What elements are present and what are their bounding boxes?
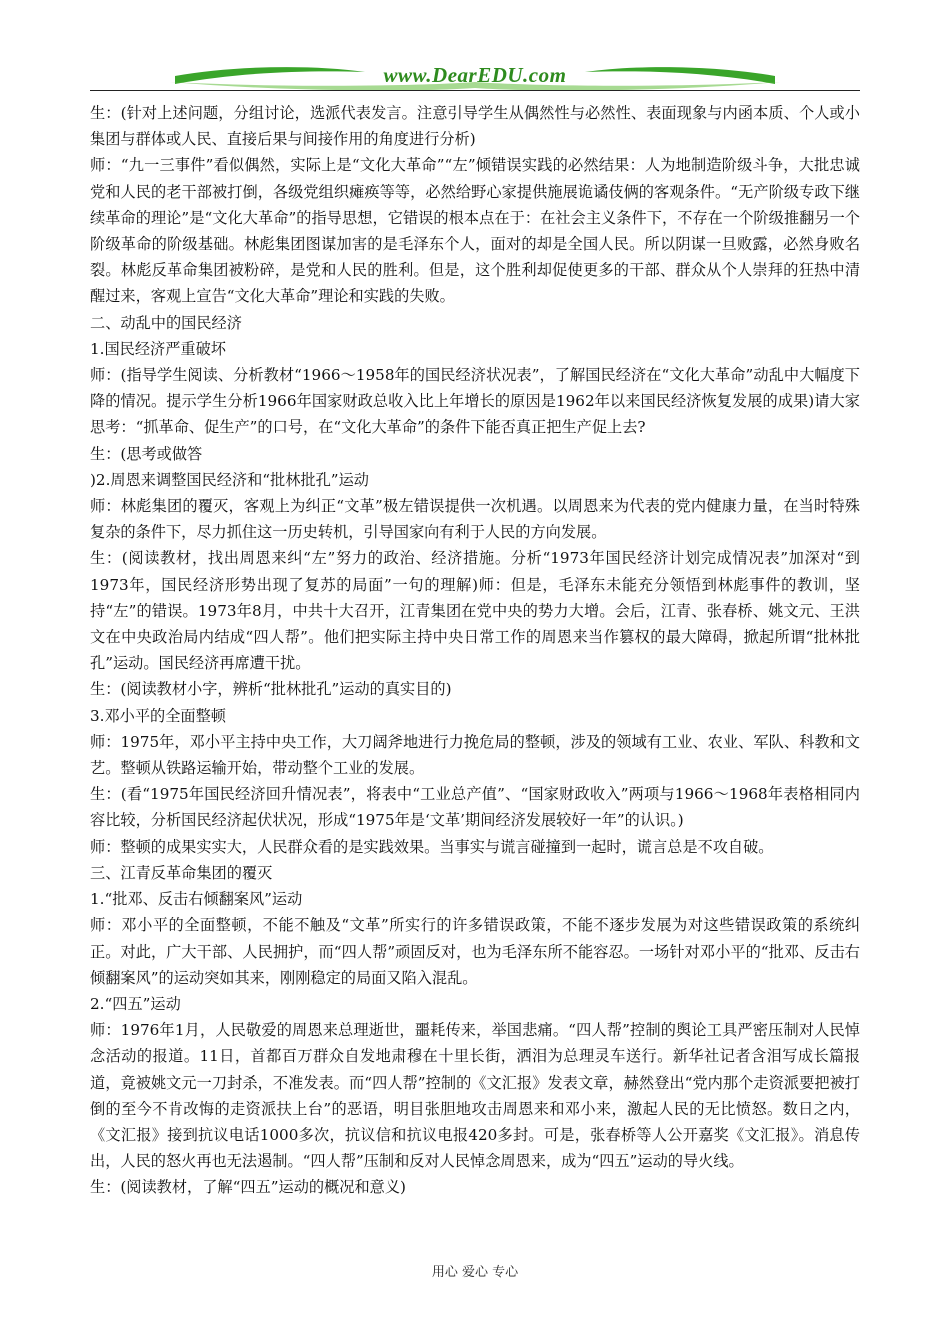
paragraph: 师：林彪集团的覆灭，客观上为纠正“文革”极左错误提供一次机遇。以周恩来为代表的党内健康力量，在当时特殊复杂的条件下，尽力抓住这一历史转机，引导国家向有利于人民的方向发展。 bbox=[90, 497, 860, 542]
site-logo-banner bbox=[90, 62, 860, 92]
header-divider bbox=[90, 90, 860, 91]
paragraph: 师：整顿的成果实实大，人民群众看的是实践效果。当事实与谎言碰撞到一起时，谎言总是不攻自破。 bbox=[90, 837, 774, 856]
page-footer: 用心 爱心 专心 bbox=[431, 1265, 519, 1280]
paragraph: 师：1976年1月，人民敬爱的周恩来总理逝世，噩耗传来，举国悲痛。“四人帮”控制的舆论工具严密压制对人民悼念活动的报道。11日，首都百万群众自发地肃穆在十里长街，洒泪为总理灵车送行。新华社记者含泪写成长篇报道，竟被姚文元一刀封杀，不准发表。而“四人帮”控制的《文汇报》发表文章，赫然登出“党内那个走资派要把被打倒的至今不肯改悔的走资派扶上台”的恶语，明目张胆地攻击周恩来和邓小来，激起人民的无比愤怒。数日之内，《文汇报》接到抗议电话1000多次，抗议信和抗议电报420多封。可是，张春桥等人公开嘉奖《文汇报》。消息传出，人民的怒火再也无法遏制。“四人帮”压制和反对人民悼念周恩来，成为“四五”运动的导火线。 bbox=[90, 1021, 860, 1171]
subsection-heading: 3.邓小平的全面整顿 bbox=[90, 706, 226, 725]
paragraph: 生：(阅读教材小字，辨析“批林批孔”运动的真实目的) bbox=[90, 680, 452, 699]
subsection-heading: 2.“四五”运动 bbox=[90, 994, 181, 1013]
paragraph: 师：(指导学生阅读、分析教材“1966～1958年的国民经济状况表”，了解国民经济在“文化大革命”动乱中大幅度下降的情况。提示学生分析1966年国家财政总收入比上年增长的原因是1962年以来国民经济恢复发展的成果)请大家思考：“抓革命、促生产”的口号，在“文化大革命”的条件下能否真正把生产促上去? bbox=[90, 366, 860, 437]
document-body bbox=[90, 100, 860, 1201]
section-heading: 三、江青反革命集团的覆灭 bbox=[90, 863, 273, 882]
paragraph: 师：“九一三事件”看似偶然，实际上是“文化大革命”“左”倾错误实践的必然结果：人为地制造阶级斗争，大批忠诚党和人民的老干部被打倒，各级党组织瘫痪等等，必然给野心家提供施展诡谲伎俩的客观条件。“无产阶级专政下继续革命的理论”是“文化大革命”的指导思想，它错误的根本点在于：在社会主义条件下，不存在一个阶级推翻另一个阶级革命的阶级基础。林彪集团图谋加害的是毛泽东个人，面对的却是全国人民。所以阴谋一旦败露，必然身败名裂。林彪反革命集团被粉碎，是党和人民的胜利。但是，这个胜利却促使更多的干部、群众从个人崇拜的狂热中清醒过来，客观上宣告“文化大革命”理论和实践的失败。 bbox=[90, 156, 860, 306]
subsection-heading: 1.“批邓、反击右倾翻案风”运动 bbox=[90, 890, 303, 909]
paragraph: 生：(阅读教材，了解“四五”运动的概况和意义) bbox=[90, 1178, 406, 1197]
subsection-heading: 1.国民经济严重破坏 bbox=[90, 339, 226, 358]
section-heading: 二、动乱中的国民经济 bbox=[90, 313, 242, 332]
paragraph: 师：邓小平的全面整顿，不能不触及“文革”所实行的许多错误政策，不能不逐步发展为对这些错误政策的系统纠正。对此，广大干部、人民拥护，而“四人帮”顽固反对，也为毛泽东所不能容忍。一场针对邓小平的“批邓、反击右倾翻案风”的运动突如其来，刚刚稳定的局面又陷入混乱。 bbox=[90, 916, 860, 987]
paragraph: 生：(针对上述问题，分组讨论，选派代表发言。注意引导学生从偶然性与必然性、表面现象与内函本质、个人或小集团与群体或人民、直接后果与间接作用的角度进行分析) bbox=[90, 104, 860, 149]
paragraph: 生：(思考或做答 bbox=[90, 444, 203, 463]
logo-text: www.DearEDU.com bbox=[383, 63, 567, 87]
subsection-heading: )2.周恩来调整国民经济和“批林批孔”运动 bbox=[90, 470, 369, 489]
paragraph: 生：(阅读教材，找出周恩来纠“左”努力的政治、经济措施。分析“1973年国民经济计划完成情况表”加深对“到1973年，国民经济形势出现了复苏的局面”一句的理解)师：但是，毛泽东未能充分领悟到林彪事件的教训，坚持“左”的错误。1973年8月，中共十大召开，江青集团在党中央的势力大增。会后，江青、张春桥、姚文元、王洪文在中央政治局内结成“四人帮”。他们把实际主持中央日常工作的周恩来当作篡权的最大障碍，掀起所谓“批林批孔”运动。国民经济再席遭干扰。 bbox=[90, 549, 860, 673]
paragraph: 生：(看“1975年国民经济回升情况表”，将表中“工业总产值”、“国家财政收入”两项与1966～1968年表格相同内容比较，分析国民经济起伏状况，形成“1975年是‘文革’期间经济发展较好一年”的认识。) bbox=[90, 785, 860, 830]
paragraph: 师：1975年，邓小平主持中央工作，大刀阔斧地进行力挽危局的整顿，涉及的领域有工业、农业、军队、科教和文艺。整顿从铁路运输开始，带动整个工业的发展。 bbox=[90, 732, 860, 778]
